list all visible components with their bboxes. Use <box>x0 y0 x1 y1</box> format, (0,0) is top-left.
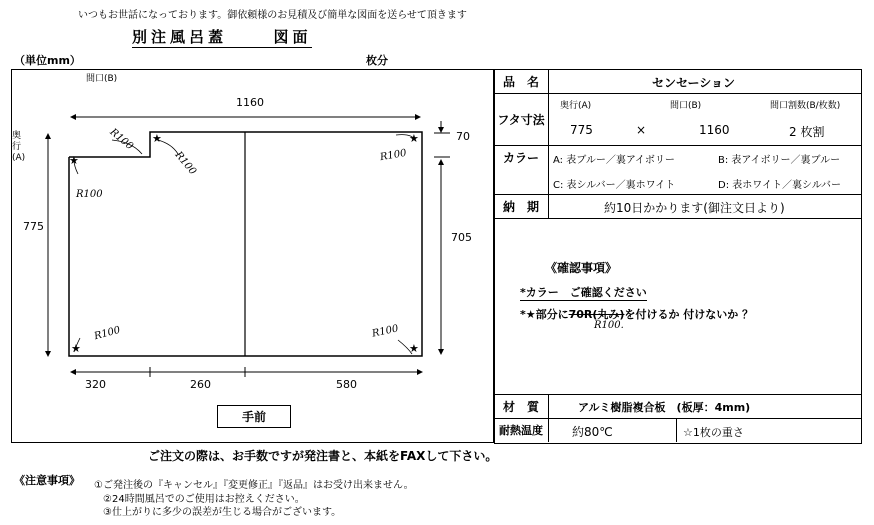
material-label: 材 質 <box>502 399 539 414</box>
size-times: × <box>636 123 647 137</box>
title-part1: 別注風呂蓋 <box>132 28 228 46</box>
heat-label: 耐熱温度 <box>499 424 543 437</box>
product-value: センセーション <box>652 76 736 90</box>
radius-note: R100 <box>172 149 199 178</box>
dim-bottom-1: 320 <box>85 378 106 391</box>
size-depth-value: 775 <box>570 123 593 137</box>
dim-notch: 70 <box>456 130 470 143</box>
caution-item-1: ①ご発注後の『キャンセル』『変更修正』『返品』はお受け出来ません。 <box>94 480 414 491</box>
radius-note: R100 <box>76 189 103 200</box>
depth-label-line1: 奥 <box>12 131 22 141</box>
color-option-d: D: 表ホワイト／裏シルバー <box>718 180 841 191</box>
heat-value: 約80℃ <box>572 425 613 439</box>
title-part2: 図面 <box>273 28 312 46</box>
size-width-header: 間口(B) <box>670 101 702 111</box>
confirm-item-radius <box>520 306 753 322</box>
radius-note: R100 <box>107 126 136 153</box>
color-option-a: A: 表ブルー／裏アイボリー <box>553 155 675 166</box>
caution-item-3: ③仕上がりに多少の誤差が生じる場合がございます。 <box>103 507 342 518</box>
fax-note: ご注文の際は、お手数ですが発注書と、本紙をFAXして下さい。 <box>148 449 498 463</box>
delivery-label: 納 期 <box>502 199 539 214</box>
corner-star-icon: ★ <box>409 342 419 355</box>
confirm-title: 《確認事項》 <box>545 261 618 275</box>
material-value: アルミ樹脂複合板 (板厚：4mm) <box>578 401 751 414</box>
corner-star-icon: ★ <box>71 342 81 355</box>
color-option-b: B: 表アイボリー／裏ブルー <box>718 155 841 166</box>
radius-note: R100 <box>371 323 400 340</box>
corner-star-icon: ★ <box>69 154 79 167</box>
dim-bottom-3: 580 <box>336 378 357 391</box>
size-label: フタ寸法 <box>497 112 545 127</box>
size-depth-header: 奥行(A) <box>560 101 592 111</box>
dim-bottom-2: 260 <box>190 378 211 391</box>
handwritten-radius: R100. <box>594 320 624 331</box>
depth-label-line2: 行 <box>12 142 22 152</box>
color-option-c: C: 表シルバー／裏ホワイト <box>553 180 676 191</box>
size-width-value: 1160 <box>699 123 730 137</box>
product-label: 品 名 <box>502 74 539 89</box>
confirm-item-color: *カラー ご確認ください <box>520 286 647 299</box>
size-split-header: 間口割数(B/枚数) <box>770 101 841 111</box>
count-suffix: 枚分 <box>366 54 388 67</box>
confirm-item-radius-struck: 70R(丸み) <box>568 308 625 321</box>
dim-inner-depth: 705 <box>451 231 472 244</box>
greeting-text: いつもお世話になっております。御依頼様のお見積及び簡単な図面を送らせて頂きます <box>78 10 467 21</box>
dim-width: 1160 <box>236 96 264 109</box>
caution-title: 《注意事項》 <box>14 474 80 487</box>
color-label: カラー <box>502 150 539 165</box>
confirm-item-radius-post: を付けるか 付けないか ？ <box>624 308 754 321</box>
weight-label: ☆1枚の重さ <box>683 426 744 439</box>
radius-note: R100 <box>93 324 122 343</box>
width-axis-label: 間口(B) <box>86 74 118 84</box>
dim-depth: 775 <box>23 220 44 233</box>
delivery-value: 約10日かかります(御注文日より) <box>604 201 785 215</box>
front-label: 手前 <box>217 405 291 428</box>
unit-label: （単位mm） <box>14 54 81 67</box>
confirm-item-radius-pre: *★部分に <box>520 308 569 321</box>
corner-star-icon: ★ <box>152 132 162 145</box>
radius-note: R100 <box>379 147 408 164</box>
depth-label-line3: (A) <box>12 153 26 163</box>
corner-star-icon: ★ <box>409 132 419 145</box>
size-split-value: 2 枚割 <box>789 125 825 139</box>
caution-item-2: ②24時間風呂でのご使用はお控えください。 <box>103 494 305 505</box>
